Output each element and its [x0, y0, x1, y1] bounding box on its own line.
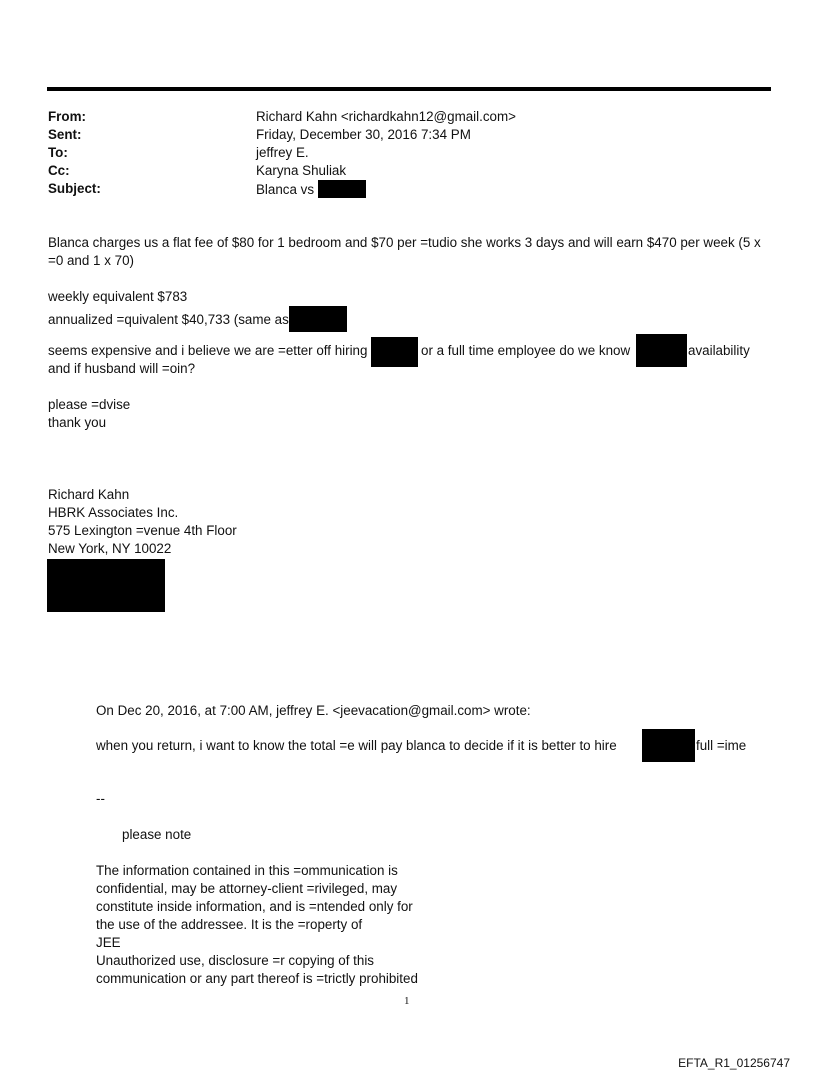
- body-p3-line2: and if husband will =oin?: [48, 361, 196, 376]
- header-divider: [47, 87, 771, 91]
- subject-label: Subject:: [48, 181, 101, 196]
- signature-name: Richard Kahn: [48, 487, 130, 502]
- redaction-box: [318, 180, 366, 198]
- cc-value: Karyna Shuliak: [256, 163, 347, 178]
- body-p3-line1-part2: or a full time employee do we know: [421, 343, 631, 358]
- sent-label: Sent:: [48, 127, 82, 142]
- disclaimer-line: confidential, may be attorney-client =rivileged, may: [96, 881, 398, 896]
- body-p4-line2: thank you: [48, 415, 107, 430]
- disclaimer-line: communication or any part thereof is =trictly prohibited: [96, 971, 418, 986]
- body-p4-line1: please =dvise: [48, 397, 131, 412]
- to-value: jeffrey E.: [256, 145, 309, 160]
- body-p3-line1-part3: availability: [688, 343, 750, 358]
- disclaimer-line: JEE: [96, 935, 121, 950]
- body-p2-line1: weekly equivalent $783: [48, 289, 188, 304]
- body-p1-line2: =0 and 1 x 70): [48, 253, 134, 268]
- disclaimer-line: constitute inside information, and is =ntended only for: [96, 899, 413, 914]
- from-label: From:: [48, 109, 86, 124]
- quoted-intro: On Dec 20, 2016, at 7:00 AM, jeffrey E. <jeevacation@gmail.com> wrote:: [96, 703, 531, 718]
- quoted-message-part2: full =ime: [696, 738, 747, 753]
- cc-label: Cc:: [48, 163, 70, 178]
- quoted-dashes: --: [96, 791, 105, 806]
- redaction-box: [289, 306, 347, 332]
- redaction-box: [636, 334, 687, 367]
- from-value: Richard Kahn <richardkahn12@gmail.com>: [256, 109, 516, 124]
- signature-address2: New York, NY 10022: [48, 541, 172, 556]
- body-p3-line1-part1: seems expensive and i believe we are =etter off hiring: [48, 343, 368, 358]
- redaction-box: [47, 559, 165, 612]
- disclaimer-line: the use of the addressee. It is the =roperty of: [96, 917, 363, 932]
- redaction-box: [642, 729, 695, 762]
- subject-line: [256, 180, 366, 199]
- disclaimer-line: Unauthorized use, disclosure =r copying of this: [96, 953, 375, 968]
- redaction-box: [371, 337, 418, 367]
- body-p2-line2-text: annualized =quivalent $40,733 (same as: [48, 312, 289, 327]
- quoted-message-part1: when you return, i want to know the total =e will pay blanca to decide if it is better to hire: [96, 738, 617, 753]
- subject-value: Blanca vs: [256, 182, 315, 197]
- page-number: 1: [404, 995, 410, 1007]
- disclaimer-line: The information contained in this =ommunication is: [96, 863, 398, 878]
- to-label: To:: [48, 145, 68, 160]
- bates-number: EFTA_R1_01256747: [678, 1056, 790, 1070]
- signature-company: HBRK Associates Inc.: [48, 505, 179, 520]
- body-p1-line1: Blanca charges us a flat fee of $80 for 1 bedroom and $70 per =tudio she works 3 days and will earn $470 per week (5 x: [48, 235, 761, 250]
- signature-address1: 575 Lexington =venue 4th Floor: [48, 523, 237, 538]
- body-p2-line2: [48, 306, 347, 332]
- sent-value: Friday, December 30, 2016 7:34 PM: [256, 127, 471, 142]
- quoted-note: please note: [122, 827, 192, 842]
